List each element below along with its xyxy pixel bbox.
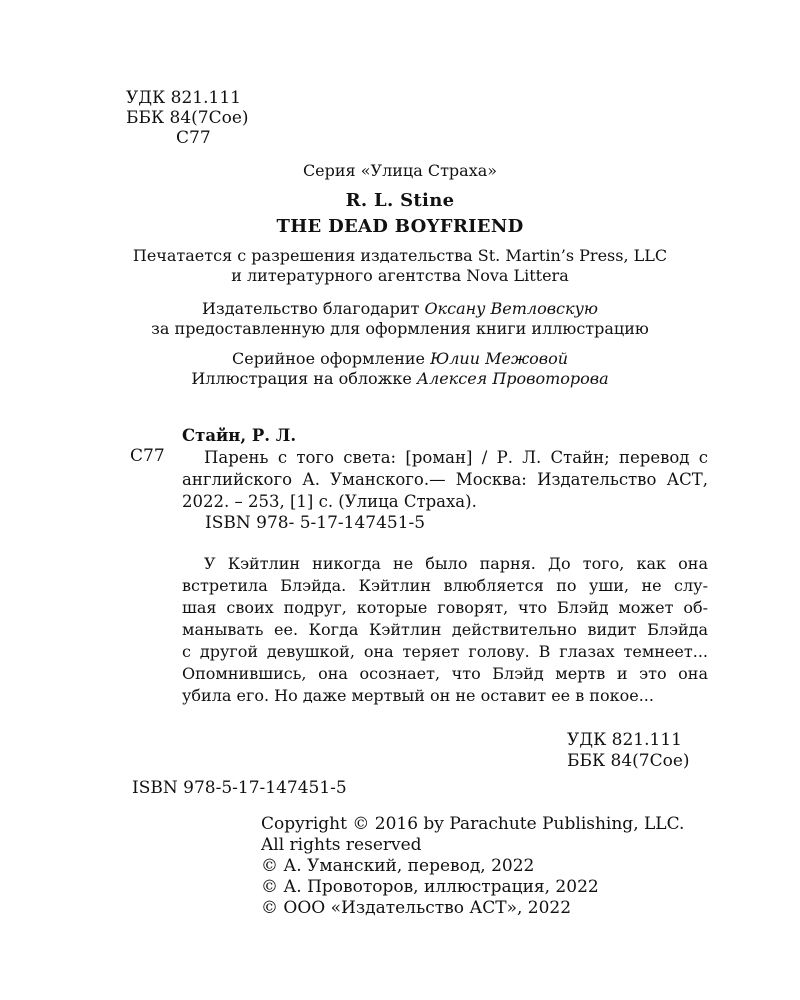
permission-line: и литературного агентства Nova Littera <box>231 266 569 285</box>
catalog-heading: Стайн, Р. Л. <box>182 426 297 445</box>
thanks-prefix: Издательство благодарит <box>202 299 425 318</box>
annotation-line: У Кэйтлин никогда не было парня. До того, как она <box>204 554 708 573</box>
annotation-line: Опомнившись, она осознает, что Блэйд мертв и это она <box>182 664 708 683</box>
illustration-line <box>0 369 800 389</box>
design-line <box>0 349 800 369</box>
thanks-name: Оксану Ветловскую <box>424 299 598 318</box>
annotation <box>182 553 708 707</box>
copyright-line: © А. Провоторов, иллюстрация, 2022 <box>261 877 599 897</box>
annotation-line: шая своих подруг, которые говорят, что Блэйд может об- <box>182 598 708 617</box>
illustration-prefix: Иллюстрация на обложке <box>191 369 417 388</box>
original-title: THE DEAD BOYFRIEND <box>276 216 524 237</box>
copyright-line: All rights reserved <box>261 835 422 855</box>
bbk-code: ББК 84(7Сое) <box>567 751 690 771</box>
isbn-main: ISBN 978-5-17-147451-5 <box>132 778 347 798</box>
bottom-classification-codes <box>567 730 690 772</box>
design-prefix: Серийное оформление <box>231 349 431 368</box>
illustrator-name: Алексея Провоторова <box>416 369 609 388</box>
copyright-notice <box>261 814 684 919</box>
thanks-notice <box>0 299 800 339</box>
catalog-line: 2022. – 253, [1] с. (Улица Страха). <box>182 492 477 511</box>
catalog-line: Парень с того света: [роман] / Р. Л. Стайн; перевод с <box>204 448 708 467</box>
series-name: Серия «Улица Страха» <box>302 161 498 180</box>
udk-code: УДК 821.111 <box>567 730 682 750</box>
annotation-line: убила его. Но даже мертвый он не оставит ее в покое... <box>182 686 654 705</box>
thanks-line: за предоставленную для оформления книги иллюстрацию <box>151 319 649 338</box>
original-author: R. L. Stine <box>345 190 455 211</box>
copyright-line: © А. Уманский, перевод, 2022 <box>261 856 535 876</box>
isbn-catalog: ISBN 978- 5-17-147451-5 <box>205 513 426 533</box>
udk-code: УДК 821.111 <box>126 88 241 108</box>
top-classification-codes <box>126 88 249 148</box>
catalog-line: английского А. Уманского.— Москва: Издательство АСТ, <box>182 470 708 489</box>
catalog-author-mark: С77 <box>130 446 165 466</box>
catalog-record <box>182 425 708 513</box>
copyright-line: Copyright © 2016 by Parachute Publishing, LLC. <box>261 814 685 834</box>
annotation-line: с другой девушкой, она теряет голову. В глазах темнеет... <box>182 642 708 661</box>
annotation-line: манывать ее. Когда Кэйтлин действительно видит Блэйда <box>182 620 708 639</box>
bbk-code: ББК 84(7Сое) <box>126 108 249 128</box>
permission-notice <box>0 246 800 286</box>
author-mark: С77 <box>176 128 211 148</box>
thanks-line <box>0 299 800 319</box>
designer-name: Юлии Межовой <box>430 349 569 368</box>
annotation-line: встретила Блэйда. Кэйтлин влюбляется по уши, не слу- <box>182 576 708 595</box>
copyright-line: © ООО «Издательство АСТ», 2022 <box>261 898 572 918</box>
design-credits <box>0 349 800 389</box>
permission-line: Печатается с разрешения издательства St. Martin’s Press, LLC <box>132 246 668 265</box>
